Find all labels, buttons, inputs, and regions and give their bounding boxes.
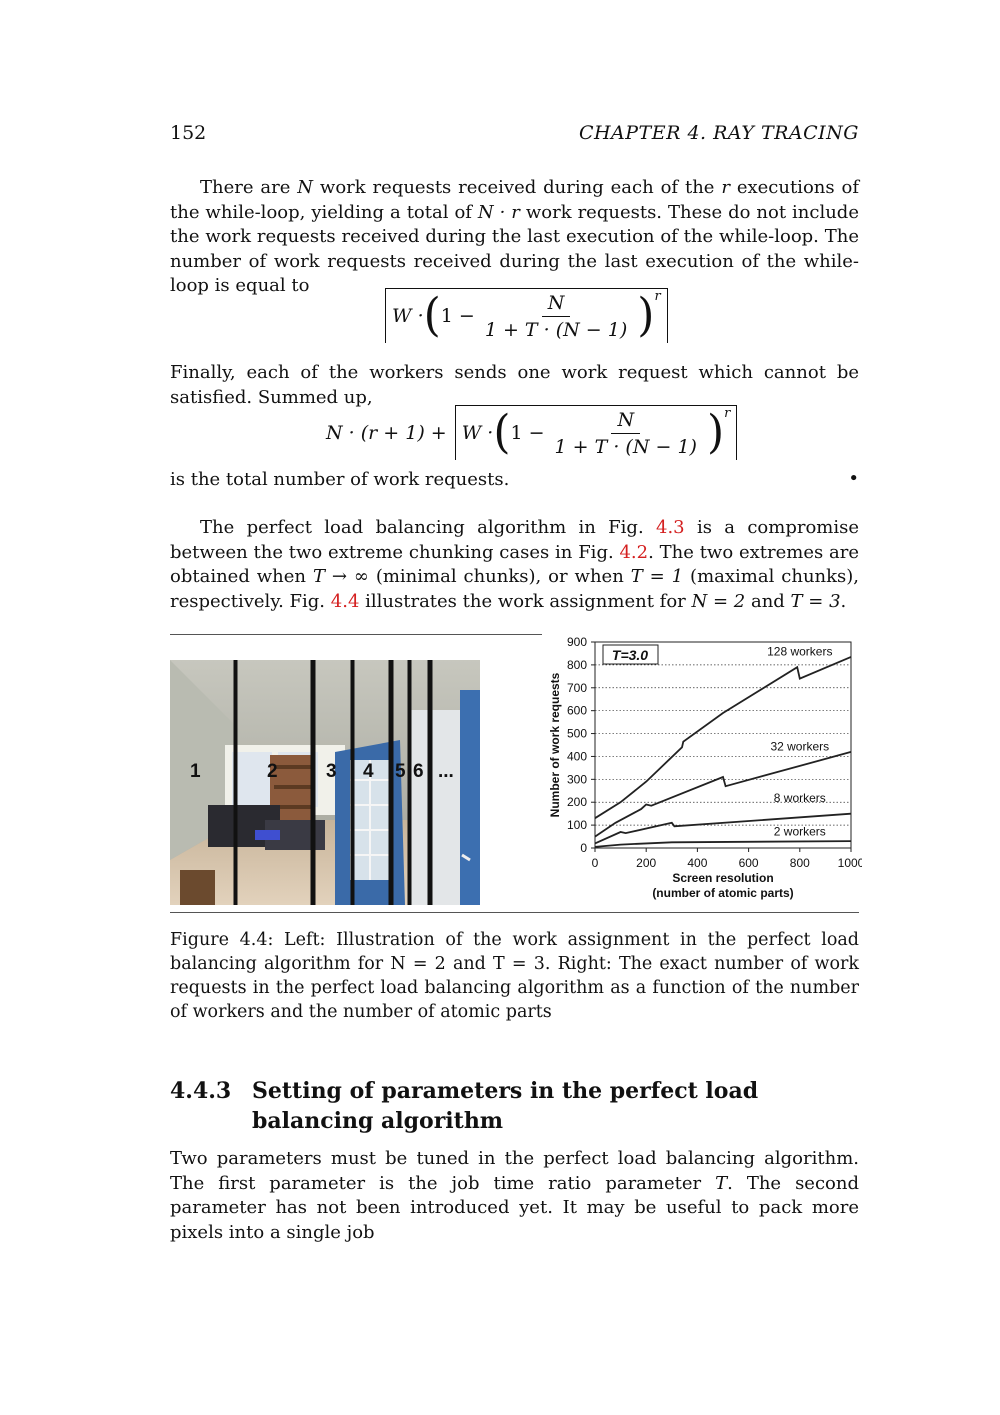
y-tick-label: 400 [566, 749, 587, 764]
paragraph-finally: Finally, each of the workers sends one work request which cannot be satisfied. Summed up, [170, 362, 859, 408]
series-label: 2 workers [773, 824, 826, 839]
x-tick-label: 1000 [837, 856, 862, 870]
equation-last-loop: W · ( 1 − $\frac{N}{1 + T \cdot (N - 1)}$ ) $^r$ [385, 288, 668, 343]
paragraph-total: is the total number of work requests. [170, 469, 510, 490]
chunk-label-1: 1 [190, 761, 201, 782]
y-tick-label: 600 [566, 703, 587, 718]
chunk-label-4: 4 [363, 761, 374, 782]
y-tick-label: 900 [566, 635, 587, 649]
chapter-title: CHAPTER 4. RAY TRACING [578, 122, 859, 144]
work-requests-chart [542, 630, 862, 910]
x-axis-label: Screen resolution [672, 871, 774, 885]
y-tick-label: 200 [566, 795, 587, 810]
y-axis-label: Number of work requests [548, 672, 562, 818]
paragraph-compromise: The perfect load balancing algorithm in Fig. 4.3 is a compromise between the two extreme chunking cases in Fig. 4.2. The two extremes are obtained when T → ∞ (minimal chunks), or when T = 1 (maximal chunks), respectively. Fig. 4.4 illustrates the work assignment for N = 2 and T = 3. [170, 517, 860, 612]
y-tick-label: 0 [580, 841, 587, 855]
qed-mark: • [848, 468, 859, 489]
y-tick-label: 500 [566, 726, 587, 741]
x-tick-label: 600 [738, 856, 759, 870]
fig-ref-4-3[interactable]: 4.3 [656, 517, 685, 538]
chart-title: T=3.0 [611, 647, 649, 663]
equation-total: N · (r + 1) + W · ( 1 − $\frac{N}{1 + T \cdot (N - 1)}$ ) $^r$ [326, 405, 737, 460]
paragraph-parameters: Two parameters must be tuned in the perfect load balancing algorithm. The first parameter is the job time ratio parameter T. The second parameter has not been introduced yet. It may be useful to pack more pixels into a single job [170, 1148, 859, 1243]
x-tick-label: 800 [789, 856, 810, 870]
series-label: 32 workers [770, 739, 830, 754]
y-tick-label: 700 [566, 680, 587, 695]
section-number: 4.4.3 [170, 1078, 232, 1104]
y-tick-label: 800 [566, 657, 587, 672]
paragraph-work-requests: There are N work requests received during each of the r executions of the while-loop, yielding a total of N · r work requests. These do not include the work requests received during the last execution of the while-loop. The number of work requests received during the last execution of the while-loop is equal to [170, 177, 859, 296]
page-number: 152 [170, 122, 207, 144]
chart-svg [542, 630, 862, 910]
x-tick-label: 400 [687, 856, 708, 870]
series-line [595, 841, 851, 847]
figure-top-rule [170, 634, 542, 635]
fig-ref-4-4[interactable]: 4.4 [330, 590, 360, 612]
x-tick-label: 0 [591, 856, 599, 870]
room-scene-image [170, 660, 480, 905]
chunk-label-5: 5 [395, 761, 406, 782]
y-tick-label: 300 [566, 772, 587, 787]
section-title: Setting of parameters in the perfect load balancing algorithm [252, 1078, 759, 1134]
series-label: 8 workers [773, 791, 826, 806]
x-tick-label: 200 [636, 856, 657, 870]
y-tick-label: 100 [566, 818, 587, 833]
chunk-label-ellipsis: ... [438, 761, 454, 782]
chunk-label-2: 2 [267, 761, 278, 782]
series-label: 128 workers [767, 644, 833, 659]
fig-ref-4-2[interactable]: 4.2 [619, 541, 649, 563]
figure-caption: Figure 4.4: Left: Illustration of the work assignment in the perfect load balancing algorithm for N = 2 and T = 3. Right: The exact number of work requests in the perfect load balancing algorithm as a function of the number of workers and the number of atomic parts [170, 930, 859, 1022]
chunk-label-3: 3 [326, 761, 337, 782]
x-axis-label: (number of atomic parts) [652, 886, 794, 900]
chunk-label-6: 6 [413, 761, 424, 782]
figure-bottom-rule [170, 912, 859, 913]
